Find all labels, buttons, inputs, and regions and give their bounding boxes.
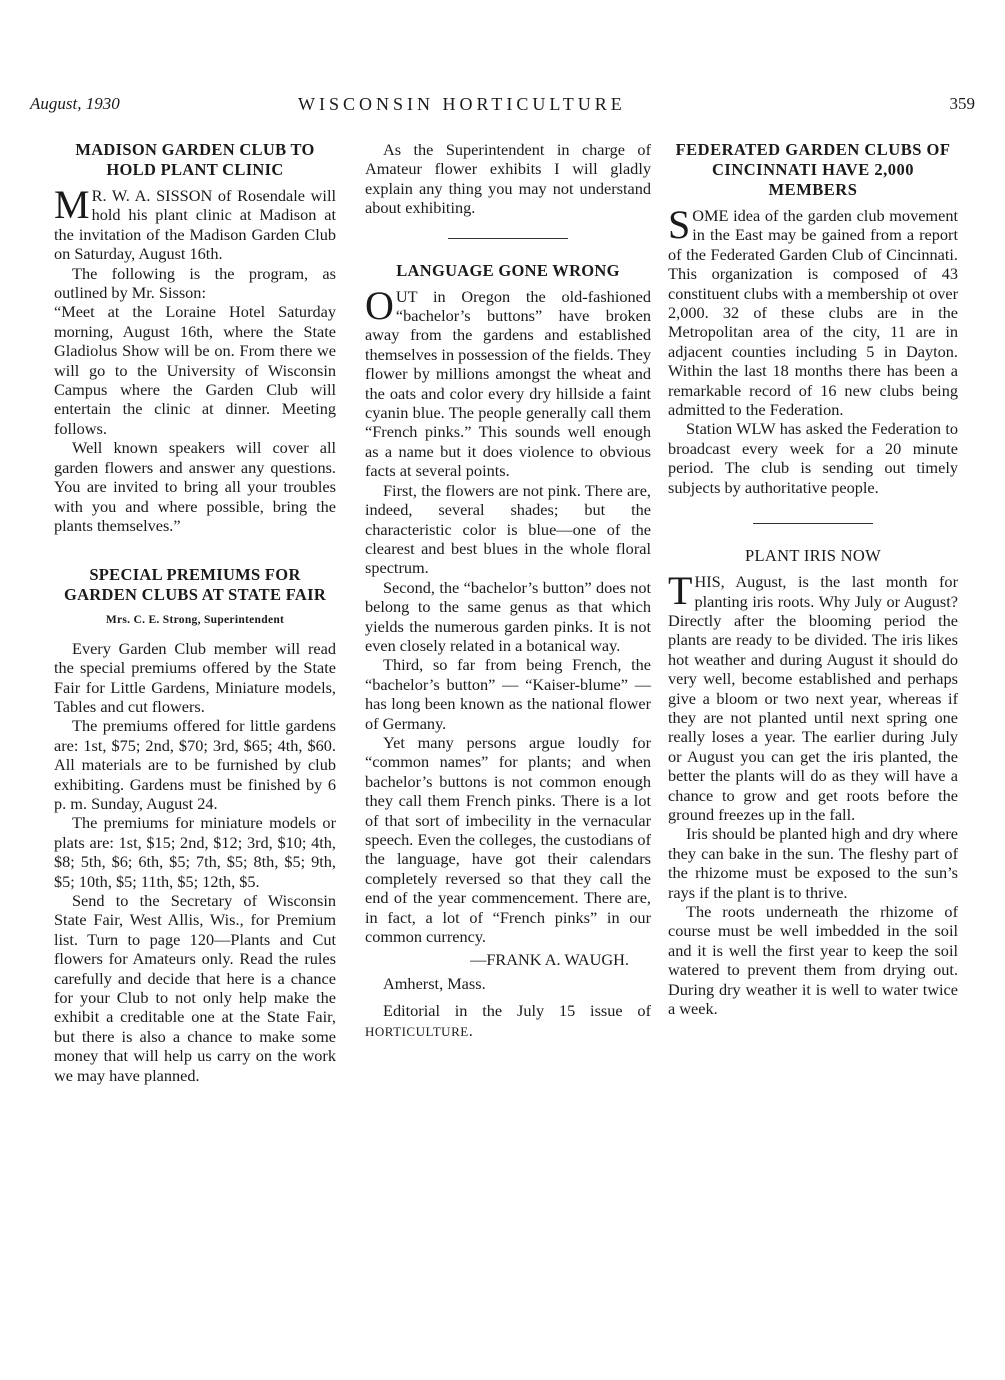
- iris-paragraph-1: [668, 568, 958, 824]
- language-paragraph-5: Yet many persons argue loudly for “common names” for plants; and when bachelor’s buttons is not common enough they call them French pinks. There is a lot of that sort of imbecility in the vernacular speech. Even the colleges, the custodians of the language, have got their calendars completely reversed so that they call the end of the year commencement. There are, in fact, a lot of “French pinks” in our common currency.: [365, 732, 651, 947]
- journal-title: WISCONSIN HORTICULTURE: [298, 94, 626, 114]
- source-publication: HORTICULTURE: [365, 1023, 469, 1039]
- column-2: [365, 140, 651, 1041]
- federated-heading-text: FEDERATED GARDEN CLUBS OF CINCINNATI HAVE 2,000 MEMBERS: [675, 140, 951, 199]
- language-paragraph-2: First, the flowers are not pink. There are, indeed, several shades; but the characteristic color is blue—one of the clearest and best blues in the whole floral spectrum.: [365, 480, 651, 578]
- madison-paragraph-2: The following is the program, as outlined by Mr. Sisson:: [54, 263, 336, 303]
- drop-cap: S: [668, 202, 691, 247]
- premiums-paragraph-4: Send to the Secretary of Wisconsin State Fair, West Allis, Wis., for Premium list. Turn to page 120—Plants and Cut flowers for Amateurs only. Read the rules carefully and decide that here is a chance for your Club to not only help make the exhibit a creditable one at the State Fair, but there is also a chance to make some money that will help us carry on the work we may have planned.: [54, 891, 336, 1085]
- drop-cap: M: [54, 182, 90, 227]
- iris-text-1: HIS, August, is the last month for planting iris roots. Why July or August? Directly after the blooming period the plants are ready to be divided. The iris likes hot weather and during August it should do very well, become established and perhaps give a bloom or two next year, whereas if they are not planted until next spring one really loses a year. The earlier during July or August you can get the iris planted, the better the plants will do as they will have a chance to grow and get roots before the ground freezes up in the fall.: [668, 572, 958, 824]
- language-paragraph-4: Third, so far from being French, the “bachelor’s button” — “Kaiser-blume” — has long been known as the national flower of Germany.: [365, 655, 651, 733]
- drop-cap: O: [365, 282, 394, 328]
- iris-paragraph-2: Iris should be planted high and dry where they can bake in the sun. The fleshy part of the rhizome must be exposed to the sun’s rays if the plant is to thrive.: [668, 824, 958, 902]
- premiums-paragraph-2: The premiums offered for little gardens are: 1st, $75; 2nd, $70; 3rd, $65; 4th, $60. All materials are to be furnished by club exhibiting. Gardens must be finished by 6 p. m. Sunday, August 24.: [54, 716, 336, 813]
- premiums-paragraph-1: Every Garden Club member will read the special premiums offered by the State Fair for Little Gardens, Miniature models, Tables and cut flowers.: [54, 638, 336, 716]
- source-note-text: Editorial in the July 15 issue of: [383, 1001, 651, 1021]
- section-divider: [448, 238, 568, 239]
- premiums-byline: Mrs. C. E. Strong, Superintendent: [105, 614, 285, 627]
- federated-heading: [668, 140, 958, 200]
- language-paragraph-1: [365, 282, 651, 481]
- federated-paragraph-2: Station WLW has asked the Federation to broadcast every week for a 20 minute period. The club is sending out timely subjects by authoritative people.: [668, 419, 958, 497]
- section-divider: [753, 523, 873, 524]
- page-number: 359: [949, 94, 975, 113]
- madison-text-1: R. W. A. SISSON of Rosendale will hold his plant clinic at Madison at the invitation of the Madison Garden Club on Saturday, August 16th.: [54, 186, 336, 264]
- madison-paragraph-3: “Meet at the Loraine Hotel Saturday morning, August 16th, where the State Gladiolus Show will be on. From there we will go to the University of Wisconsin Campus where the Garden Club will entertain the clinic at dinner. Meeting follows.: [54, 302, 336, 438]
- language-text-1: UT in Oregon the old-fashioned “bachelor’s buttons” have broken away from the gardens and established themselves in possession of the fields. They flower by millions amongst the wheat and the oats and color every dry hillside a faint cyanin blue. The people generally call them “French pinks.” This sounds well enough as a name but it does violence to obvious facts at several points.: [365, 286, 651, 481]
- madison-paragraph-4: Well known speakers will cover all garden flowers and answer any questions. You are invited to bring all your troubles with you and where possible, bring the plants themselves.”: [54, 438, 336, 535]
- premiums-continued: As the Superintendent in charge of Amateur flower exhibits I will gladly explain any thing you may not understand about exhibiting.: [365, 140, 651, 218]
- author-location: Amherst, Mass.: [383, 973, 486, 993]
- premiums-paragraph-3: The premiums for miniature models or plats are: 1st, $15; 2nd, $12; 3rd, $10; 4th, $8; 5th, $6; 6th, $5; 7th, $5; 8th, $5; 9th, $5; 10th, $5; 11th, $5; 12th, $5.: [54, 813, 336, 891]
- iris-heading: PLANT IRIS NOW: [745, 546, 881, 566]
- source-note-end: .: [468, 1020, 473, 1040]
- author-signature: —FRANK A. WAUGH.: [470, 950, 629, 970]
- premiums-heading: SPECIAL PREMIUMS FOR GARDEN CLUBS AT STATE FAIR: [63, 565, 327, 605]
- drop-cap: T: [668, 568, 693, 614]
- source-note: [365, 1001, 651, 1041]
- column-3: [668, 140, 958, 1018]
- federated-paragraph-1: [668, 202, 958, 420]
- madison-paragraph-1: [54, 182, 336, 264]
- iris-paragraph-3: The roots underneath the rhizome of course must be well imbedded in the soil and it is well the first year to keep the soil watered to prevent them from drying out. During dry weather it is well to water twice a week.: [668, 902, 958, 1019]
- column-1: [54, 140, 336, 1085]
- language-heading: LANGUAGE GONE WRONG: [396, 260, 620, 280]
- running-header: [30, 94, 975, 120]
- madison-heading: MADISON GARDEN CLUB TO HOLD PLANT CLINIC: [75, 140, 315, 179]
- federated-text-1: OME idea of the garden club movement in the East may be gained from a report of the Federated Garden Club of Cincinnati. This organization is composed of 43 constituent clubs with a membership ot over 2,000. 32 of these clubs are in the Metropolitan area of the city, 11 are in adjacent counties including 5 in Dayton. Within the last 18 months there has been a remarkable record of 16 new clubs being admitted to the Federation.: [668, 206, 958, 420]
- language-paragraph-3: Second, the “bachelor’s button” does not belong to the same genus as that which yields the numerous garden pinks. It is not even closely related in a botanical way.: [365, 577, 651, 655]
- issue-date: August, 1930: [30, 94, 120, 113]
